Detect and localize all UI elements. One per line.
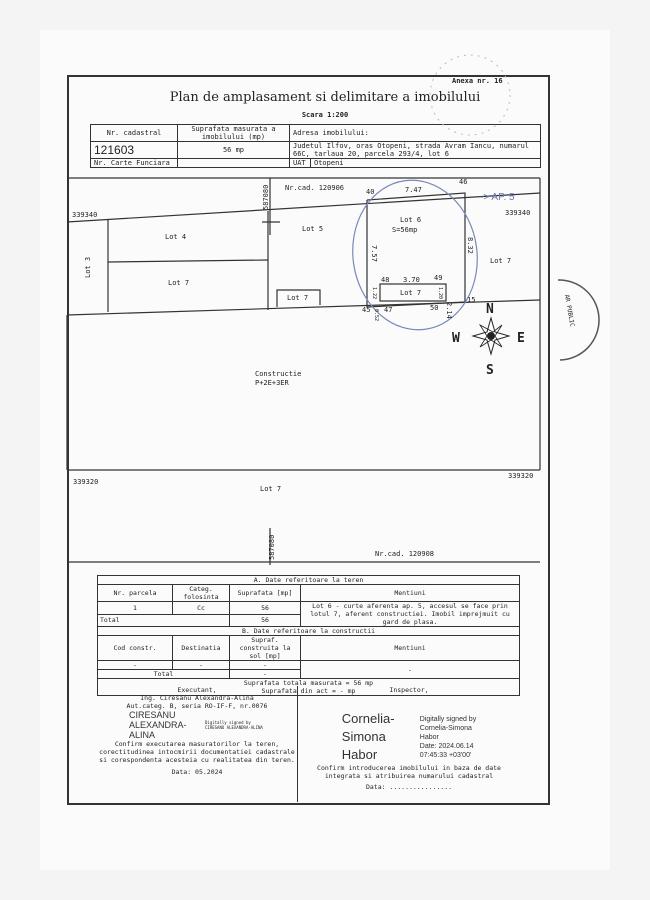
point-47: 47 (384, 306, 393, 314)
section-b-title: B. Date referitoare la constructii (98, 627, 520, 636)
inspector-signature: Cornelia-Simona Habor (341, 711, 395, 762)
coord-587080-top: 587080 (262, 184, 270, 210)
executant-name: Ing. Ciresanu Alexandra-Alina (140, 694, 254, 702)
distance-8-32: 8.32 (466, 237, 474, 254)
nrcad-bottom: Nr.cad. 120908 (375, 550, 435, 558)
inspector-confirmation: Confirm introducerea imobilului in baza de date integrata si atribuirea numarului cadastral (317, 764, 501, 780)
lot3-label: Lot 3 (84, 256, 92, 278)
compass-rose-icon (473, 318, 509, 354)
col-mentiuni-b: Mentiuni (301, 636, 520, 661)
col-cod-constr: Cod constr. (98, 636, 173, 661)
total-act-area: Suprafata din act = - mp (98, 687, 520, 696)
section-b-total-label: Total (98, 670, 230, 679)
scale-label: Scara 1:200 (301, 111, 349, 119)
cadastral-number: 121603 (91, 142, 178, 159)
lot7-label-d: Lot 7 (490, 257, 512, 265)
distance-small-2: 1.20 (437, 287, 443, 300)
annex-number: Anexa nr. 16 (452, 77, 503, 85)
col-nr-parcela: Nr. parcela (98, 585, 173, 602)
cadastral-label: Nr. cadastral (91, 125, 178, 142)
address-label: Adresa imobilului: (290, 125, 541, 142)
point-40: 40 (366, 188, 375, 196)
executant-heading: Executant, (177, 686, 217, 694)
section-a-title: A. Date referitoare la teren (98, 576, 520, 585)
compass-south: S (486, 363, 494, 378)
distance-small-3: 0.52 (373, 309, 379, 322)
inspector-sig-line4: Date: 2024.06.14 (419, 742, 474, 750)
parcel-categ: Cc (173, 602, 230, 615)
point-50: 50 (430, 304, 439, 312)
lot6-area: S=56mp (392, 226, 418, 234)
constr-destinatia: - (173, 661, 230, 670)
compass-west: W (452, 331, 460, 346)
point-45: 45 (362, 306, 371, 314)
coord-339320-left: 339320 (73, 478, 99, 486)
lot5-label: Lot 5 (302, 225, 324, 233)
document-title: Plan de amplasament si delimitare a imobilului (169, 90, 481, 105)
point-48: 48 (381, 276, 390, 284)
col-categ: Categ. folosinta (173, 585, 230, 602)
stamp-text: AR PUBLIC (563, 294, 576, 328)
lot7-label-c: Lot 7 (400, 289, 422, 297)
executant-signature-detail: Digitally signed by CIRESANU ALEXANDRA-ALINA (205, 720, 263, 730)
uat-value: Otopeni (311, 159, 541, 168)
section-a-total-value: 56 (230, 614, 301, 627)
inspector-sig-line3: Habor (419, 733, 439, 741)
nrcad-top: Nr.cad. 120906 (285, 184, 345, 192)
constr-cod: - (98, 661, 173, 670)
handwritten-note: -> AP. 5 (480, 192, 515, 203)
faded-stamp (430, 55, 510, 135)
inspector-block (298, 686, 520, 802)
area-label: Suprafata masurata a imobilului (mp) (178, 125, 290, 142)
area-value: 56 mp (178, 142, 290, 159)
total-measured-area: Suprafata totala masurata = 56 mp (98, 679, 520, 688)
executant-date: Data: 05.2024 (171, 768, 223, 776)
section-a-total-label: Total (98, 614, 230, 627)
point-46: 46 (459, 178, 468, 186)
distance-7-57: 7.57 (370, 245, 378, 262)
distance-2-14: 2.14 (445, 302, 453, 319)
constr-mentiuni: - (301, 661, 520, 679)
lot6-label: Lot 6 (400, 216, 422, 224)
executant-block (97, 686, 298, 802)
inspector-date: Data: ................ (365, 783, 453, 791)
compass-east: E (517, 331, 525, 346)
col-destinatia: Destinatia (173, 636, 230, 661)
data-table (97, 575, 520, 696)
col-supraf-construita: Supraf. construita la sol [mp] (230, 636, 301, 661)
section-b-total-value: - (230, 670, 301, 679)
constr-suprafata: - (230, 661, 301, 670)
coord-587080-bottom: 587080 (268, 534, 276, 560)
lot7-label-e: Lot 7 (260, 485, 282, 493)
parcel-area: 56 (230, 602, 301, 615)
parcel-nr: 1 (98, 602, 173, 615)
executant-authorization: Aut.categ. B, seria RO-IF-F, nr.0076 (126, 702, 268, 710)
construction-floors: P+2E+3ER (255, 379, 289, 387)
address-value: Judetul Ilfov, oras Otopeni, strada Avram Iancu, numarul 66C, tarlaua 20, parcela 293/4, lot 6 (290, 142, 541, 159)
point-49: 49 (434, 274, 443, 282)
lot4-label: Lot 4 (165, 233, 187, 241)
inspector-heading: Inspector, (389, 686, 429, 694)
carte-funciara-label: Nr. Carte Funciara (91, 159, 178, 168)
coord-339320-right: 339320 (508, 472, 534, 480)
construction-label: Constructie (255, 370, 302, 378)
compass-north: N (486, 302, 494, 317)
distance-3-70: 3.70 (403, 276, 420, 284)
executant-signature: CIRESANU ALEXANDRA-ALINA (129, 710, 187, 740)
inspector-sig-line1: Digitally signed by (419, 715, 477, 723)
official-stamp (558, 280, 599, 360)
distance-7-47: 7.47 (405, 186, 422, 194)
col-suprafata: Suprafata [mp] (230, 585, 301, 602)
distance-small-1: 1.22 (371, 287, 377, 300)
inspector-sig-line5: 07:45:33 +03'00' (419, 751, 472, 759)
inspector-sig-line2: Cornelia-Simona (419, 724, 472, 732)
col-mentiuni: Mentiuni (301, 585, 520, 602)
executant-confirmation: Confirm executarea masuratorilor la teren, corectitudinea intocmirii documentatiei cadastrale si corespondenta acesteia cu realitatea din teren. (99, 740, 295, 764)
coord-339340-left: 339340 (72, 211, 98, 219)
coord-339340-right: 339340 (505, 209, 531, 217)
point-15: 15 (467, 296, 476, 304)
lot7-label-b: Lot 7 (287, 294, 309, 302)
uat-label: UAT (290, 159, 311, 168)
parcel-mentions: Lot 6 - curte aferenta ap. 5, accesul se face prin lotul 7, aferent constructiei. Imobil imprejmuit cu gard de plasa. (301, 602, 520, 627)
lot7-label-a: Lot 7 (168, 279, 190, 287)
